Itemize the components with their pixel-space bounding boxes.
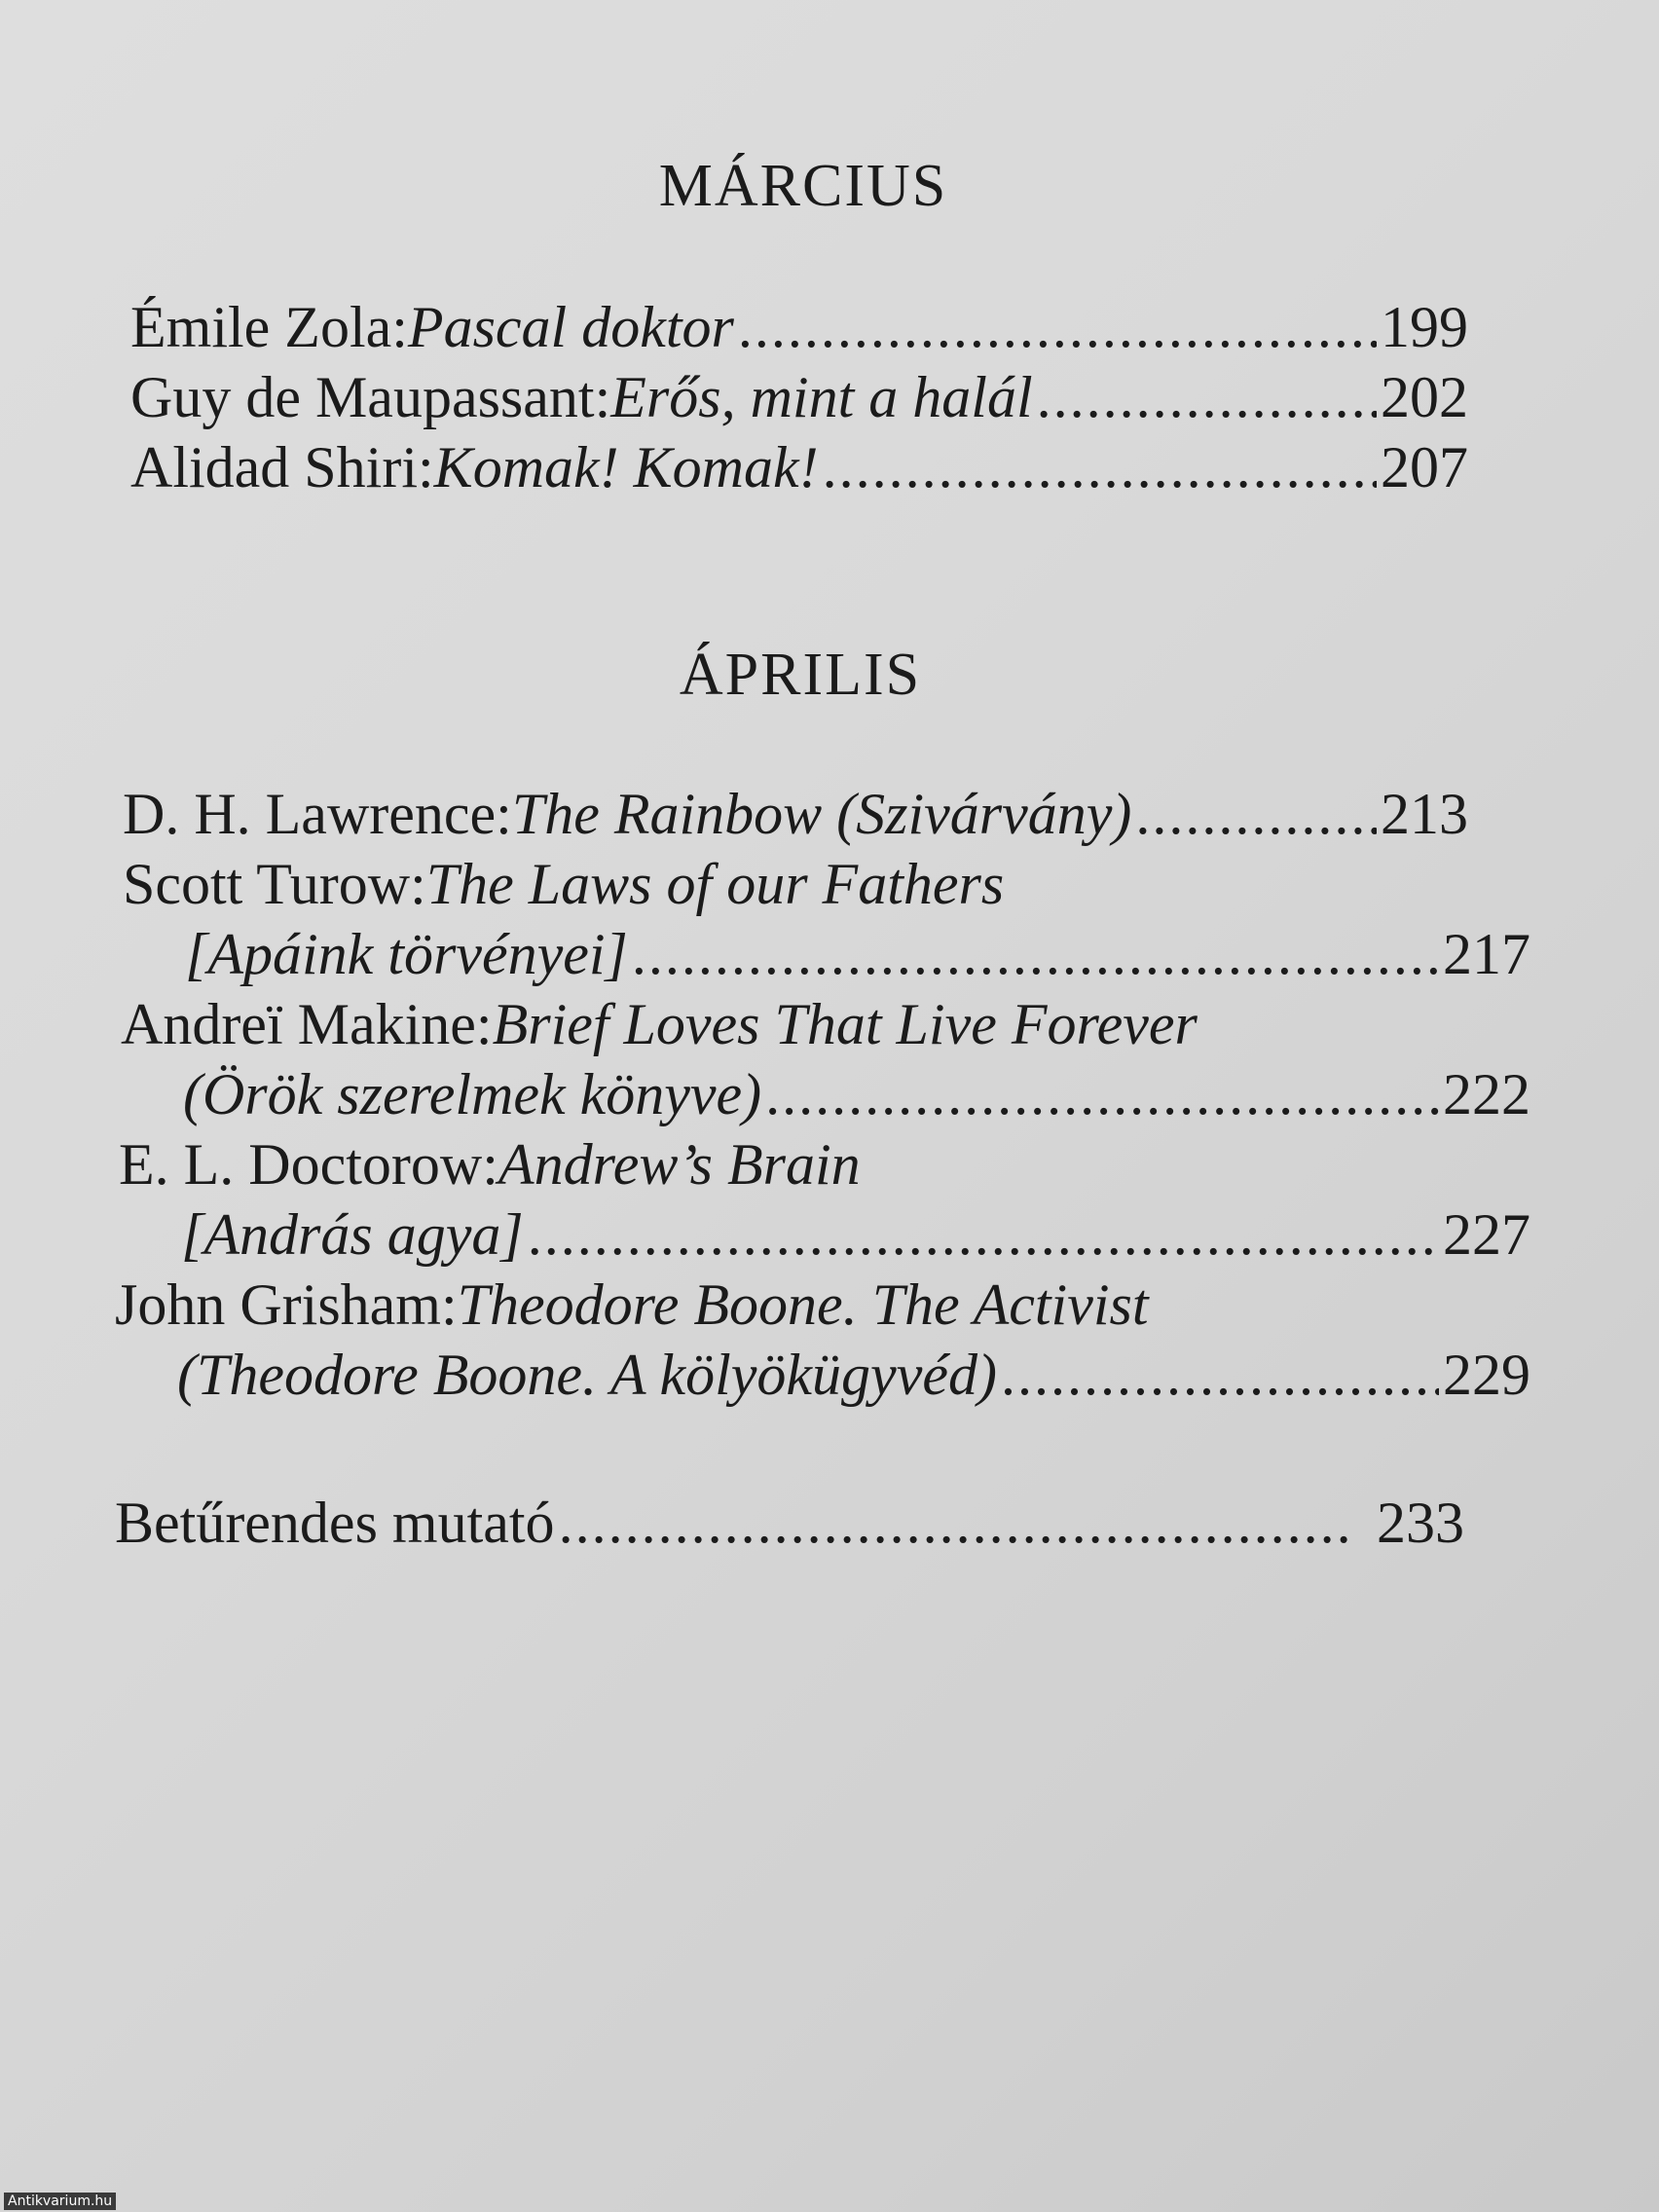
- toc-index-label: Betűrendes mutató: [115, 1491, 555, 1555]
- toc-entry: [123, 779, 1468, 849]
- leader-dots: [528, 1199, 1439, 1270]
- toc-page-number: 199: [1381, 295, 1468, 359]
- toc-author: D. H. Lawrence:: [123, 782, 512, 846]
- toc-title-continuation: (Theodore Boone. A kölyökügyvéd): [177, 1343, 997, 1407]
- leader-dots: [765, 1059, 1439, 1129]
- toc-title: Komak! Komak!: [433, 435, 819, 499]
- toc-author: Guy de Maupassant:: [130, 365, 611, 429]
- leader-dots: [559, 1488, 1347, 1558]
- toc-page-number: 207: [1381, 435, 1468, 499]
- toc-title: Theodore Boone. The Activist: [457, 1272, 1149, 1337]
- toc-page-number: 229: [1443, 1343, 1530, 1407]
- toc-entry: [130, 362, 1468, 432]
- toc-page-number: 222: [1443, 1062, 1530, 1126]
- toc-entry: [119, 1129, 1530, 1270]
- section-heading-aprilis: ÁPRILIS: [679, 642, 922, 708]
- toc-title: Pascal doktor: [407, 295, 734, 359]
- toc-author: Scott Turow:: [123, 852, 426, 916]
- leader-dots: [823, 432, 1377, 502]
- toc-entry-index: [115, 1488, 1464, 1558]
- toc-author: Émile Zola:: [130, 295, 408, 359]
- toc-title-continuation: (Örök szerelmek könyve): [183, 1062, 762, 1126]
- toc-author: Andreï Makine:: [121, 992, 493, 1056]
- toc-author: E. L. Doctorow:: [119, 1132, 498, 1197]
- toc-title: Erős, mint a halál: [610, 365, 1033, 429]
- toc-page-number: 202: [1381, 365, 1468, 429]
- toc-author: John Grisham:: [115, 1272, 458, 1337]
- leader-dots: [738, 292, 1377, 362]
- section-heading-marcius: MÁRCIUS: [658, 153, 948, 219]
- toc-entry: [121, 989, 1530, 1129]
- toc-author: Alidad Shiri:: [130, 435, 434, 499]
- toc-title: The Laws of our Fathers: [425, 852, 1005, 916]
- toc-page-number: 227: [1443, 1202, 1530, 1267]
- toc-page-number: 213: [1381, 782, 1468, 846]
- toc-title: The Rainbow (Szivárvány): [511, 782, 1132, 846]
- leader-dots: [1135, 779, 1377, 849]
- toc-title: Andrew’s Brain: [498, 1132, 861, 1197]
- leader-dots: [1001, 1340, 1439, 1410]
- leader-dots: [632, 919, 1439, 989]
- toc-title-continuation: [Apáink törvényei]: [185, 922, 628, 986]
- toc-entry: [130, 432, 1468, 502]
- toc-entry: [130, 292, 1468, 362]
- toc-page-number: 217: [1443, 922, 1530, 986]
- toc-entry: [115, 1270, 1530, 1410]
- toc-page-number: 233: [1377, 1491, 1464, 1555]
- leader-dots: [1037, 362, 1377, 432]
- toc-entry: [123, 849, 1530, 989]
- toc-title-continuation: [András agya]: [181, 1202, 524, 1267]
- site-watermark: Antikvarium.hu: [4, 2193, 116, 2210]
- toc-title: Brief Loves That Live Forever: [492, 992, 1198, 1056]
